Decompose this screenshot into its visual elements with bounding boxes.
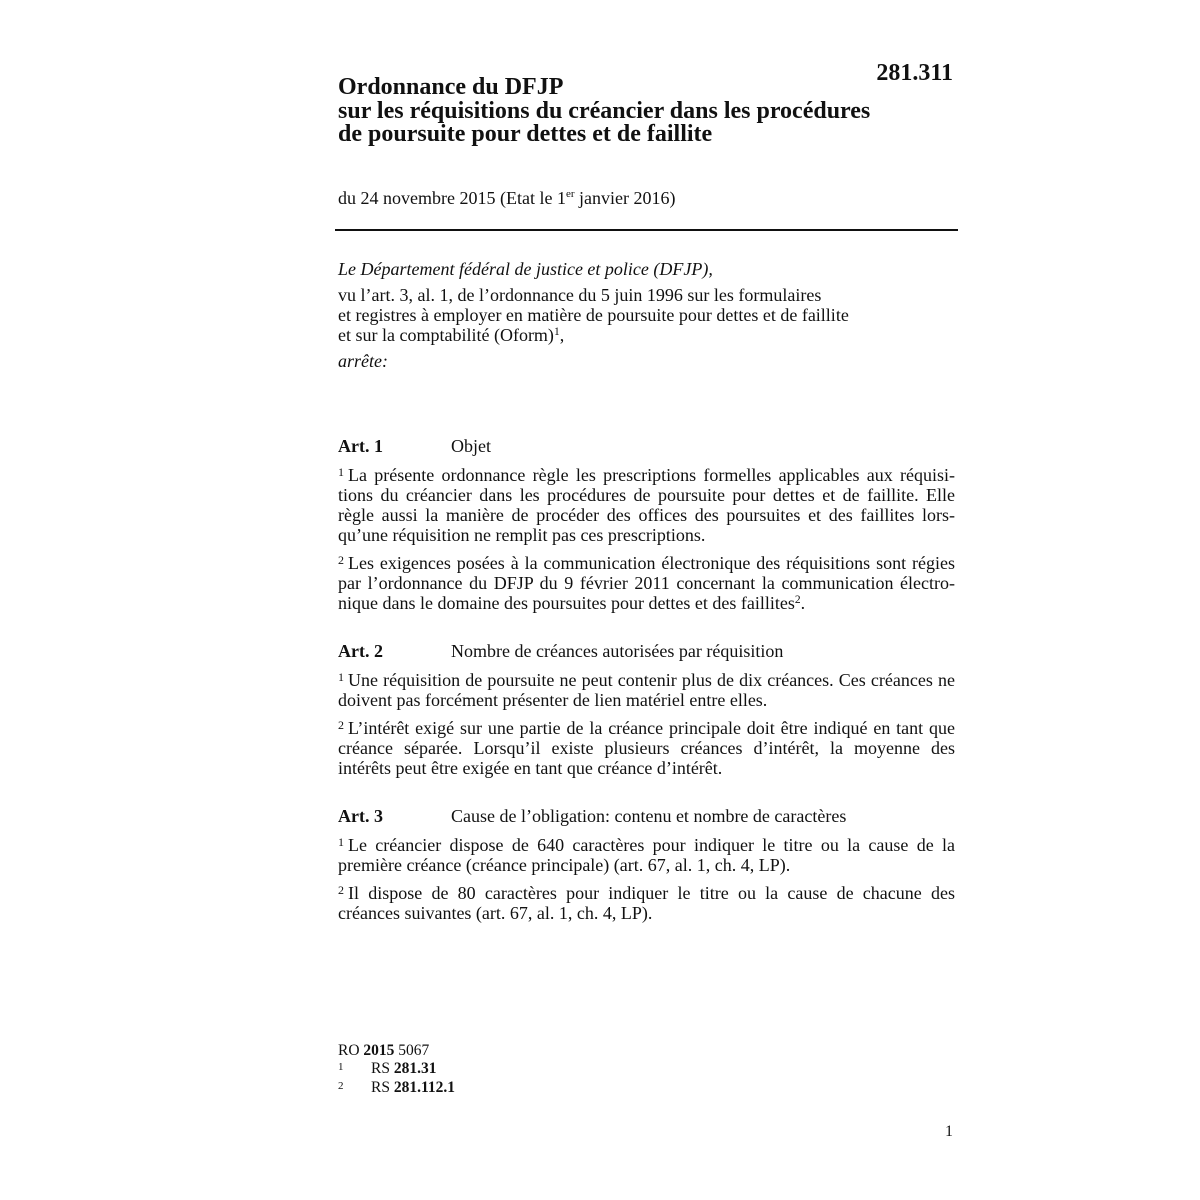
title-line: de poursuite pour dettes et de faillite (338, 121, 713, 147)
line-text: nique dans le domaine des poursuites pour dettes et des faillites (338, 593, 795, 613)
paragraph-line: règle aussi la manière de procéder des offices des poursuites et des faillites lors- (338, 504, 955, 525)
footnote-ref: 1 (553, 326, 560, 338)
date-text: janvier 2016) (579, 188, 676, 208)
sr-number: 281.311 (876, 60, 953, 86)
article-label: Art. 3 (338, 806, 383, 826)
date-superscript: er (565, 188, 575, 200)
article-heading (338, 436, 955, 456)
legal-basis-line: vu l’art. 3, al. 1, de l’ordonnance du 5 juin 1996 sur les formulaires (338, 285, 822, 305)
preamble (338, 259, 849, 371)
date-text: du 24 novembre 2015 (Etat le 1 (338, 188, 566, 208)
paragraph-line: première créance (créance principale) (art. 67, al. 1, ch. 4, LP). (338, 854, 791, 875)
line-text: Les exigences posées à la communication électronique des réquisitions sont régies (348, 553, 955, 573)
paragraph-number: 1 (338, 464, 344, 479)
decree-word: arrête: (338, 351, 388, 371)
paragraph-line (338, 593, 955, 613)
enacting-authority: Le Département fédéral de justice et police (DFJP), (338, 259, 713, 279)
article-heading (338, 641, 955, 661)
document-date (338, 188, 675, 208)
paragraph (338, 465, 955, 545)
footnote-ref: 2 (794, 594, 801, 606)
divider (335, 229, 958, 231)
line-text: La présente ordonnance règle les prescriptions formelles applicables aux réquisi- (348, 464, 955, 485)
official-compilation-ref (338, 1042, 455, 1060)
paragraph-line (338, 553, 955, 573)
paragraph-line (338, 670, 955, 690)
paragraph-line (338, 465, 955, 485)
footnote (338, 1060, 455, 1080)
paragraph-line: intérêts peut être exigée en tant que créance d’intérêt. (338, 758, 723, 778)
legal-basis-line (338, 325, 849, 345)
paragraph-number: 2 (338, 883, 344, 897)
paragraph-line: tions du créancier dans les procédures de poursuite pour dettes et de faillite. Elle (338, 484, 955, 505)
paragraph-line: créance séparée. Lorsqu’il existe plusieurs créances d’intérêt, la moyenne des (338, 738, 955, 758)
paragraph-line (338, 835, 955, 855)
paragraph-line: qu’une réquisition ne remplit pas ces prescriptions. (338, 524, 706, 545)
page-title (338, 76, 870, 147)
line-text: Il dispose de 80 caractères pour indiquer le titre ou la cause de chacune des (348, 883, 955, 903)
footnote-prefix: RS (371, 1079, 390, 1096)
paragraph-line: par l’ordonnance du DFJP du 9 février 2011 concernant la communication électro- (338, 573, 955, 593)
article (338, 806, 955, 923)
line-text: Le créancier dispose de 640 caractères pour indiquer le titre ou la cause de la (348, 834, 955, 855)
footnote-number: 2 (338, 1080, 344, 1092)
article-label: Art. 1 (338, 436, 383, 456)
title-line: Ordonnance du DFJP (338, 74, 564, 100)
paragraph-line: doivent pas forcément présenter de lien matériel entre elles. (338, 689, 768, 710)
paragraph-line (338, 883, 955, 903)
punctuation: . (800, 593, 806, 613)
article (338, 641, 955, 778)
legal-basis-line: et registres à employer en matière de poursuite pour dettes et de faillite (338, 305, 849, 325)
legal-basis-text: et sur la comptabilité (Oform) (338, 325, 554, 345)
page-number: 1 (945, 1123, 953, 1140)
line-text: Une réquisition de poursuite ne peut contenir plus de dix créances. Ces créances ne (348, 669, 955, 690)
paragraph-number: 1 (338, 669, 344, 684)
line-text: L’intérêt exigé sur une partie de la créance principale doit être indiqué en tant que (348, 718, 955, 738)
paragraph-line (338, 718, 955, 738)
footnote-reference: 281.31 (393, 1059, 437, 1077)
title-line: sur les réquisitions du créancier dans les procédures (338, 97, 871, 124)
footnote-number: 1 (338, 1060, 344, 1073)
article-title: Objet (451, 436, 491, 456)
ro-year: 2015 (363, 1042, 395, 1059)
article-title: Cause de l’obligation: contenu et nombre de caractères (451, 806, 847, 826)
article-title: Nombre de créances autorisées par réquisition (451, 641, 784, 661)
article-heading (338, 806, 955, 826)
paragraph (338, 835, 955, 875)
paragraph (338, 670, 955, 710)
footnote (338, 1079, 455, 1099)
footnotes (338, 1042, 455, 1099)
paragraph-line: créances suivantes (art. 67, al. 1, ch. 4, LP). (338, 903, 653, 923)
footnote-reference: 281.112.1 (393, 1079, 455, 1096)
article-label: Art. 2 (338, 641, 383, 661)
articles (338, 436, 955, 923)
paragraph-number: 1 (338, 834, 344, 849)
ro-prefix: RO (338, 1042, 360, 1059)
footnote-prefix: RS (371, 1059, 390, 1077)
paragraph-number: 2 (338, 718, 344, 732)
paragraph-number: 2 (338, 553, 344, 567)
paragraph (338, 883, 955, 923)
ro-page: 5067 (398, 1042, 430, 1059)
paragraph (338, 553, 955, 613)
punctuation: , (559, 325, 565, 345)
article (338, 436, 955, 613)
paragraph (338, 718, 955, 778)
